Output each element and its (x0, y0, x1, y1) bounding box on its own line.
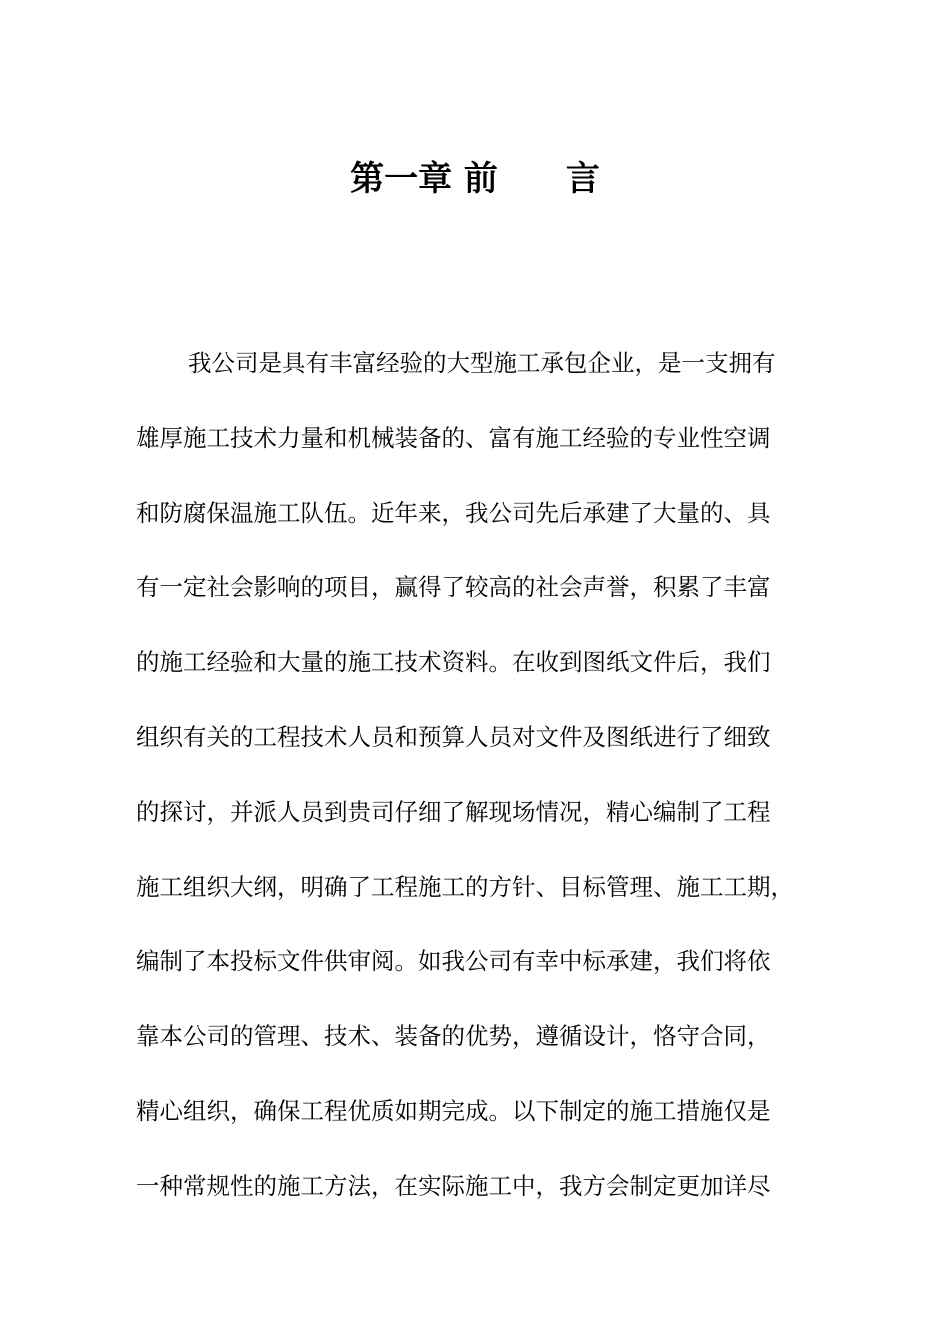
paragraph-line: 雄厚施工技术力量和机械装备的、富有施工经验的专业性空调 (136, 423, 771, 452)
paragraph-line: 靠本公司的管理、技术、装备的优势，遵循设计，恪守合同， (136, 1022, 771, 1051)
paragraph-line: 的施工经验和大量的施工技术资料。在收到图纸文件后，我们 (136, 648, 771, 677)
paragraph-line: 的探讨，并派人员到贵司仔细了解现场情况，精心编制了工程 (136, 797, 771, 826)
paragraph-line: 有一定社会影响的项目，赢得了较高的社会声誉，积累了丰富 (136, 573, 771, 602)
paragraph-line: 施工组织大纲，明确了工程施工的方针、目标管理、施工工期， (136, 872, 794, 901)
paragraph-line: 一种常规性的施工方法，在实际施工中，我方会制定更加详尽 (136, 1171, 771, 1200)
paragraph-line: 精心组织，确保工程优质如期完成。以下制定的施工措施仅是 (136, 1096, 771, 1125)
chapter-title: 第一章 前 言 (350, 159, 600, 199)
paragraph-line: 编制了本投标文件供审阅。如我公司有幸中标承建，我们将依 (136, 947, 771, 976)
paragraph-line: 我公司是具有丰富经验的大型施工承包企业，是一支拥有 (188, 349, 776, 377)
body-paragraph (136, 326, 856, 1224)
paragraph-line: 和防腐保温施工队伍。近年来，我公司先后承建了大量的、具 (136, 498, 771, 527)
paragraph-line: 组织有关的工程技术人员和预算人员对文件及图纸进行了细致 (136, 722, 771, 751)
